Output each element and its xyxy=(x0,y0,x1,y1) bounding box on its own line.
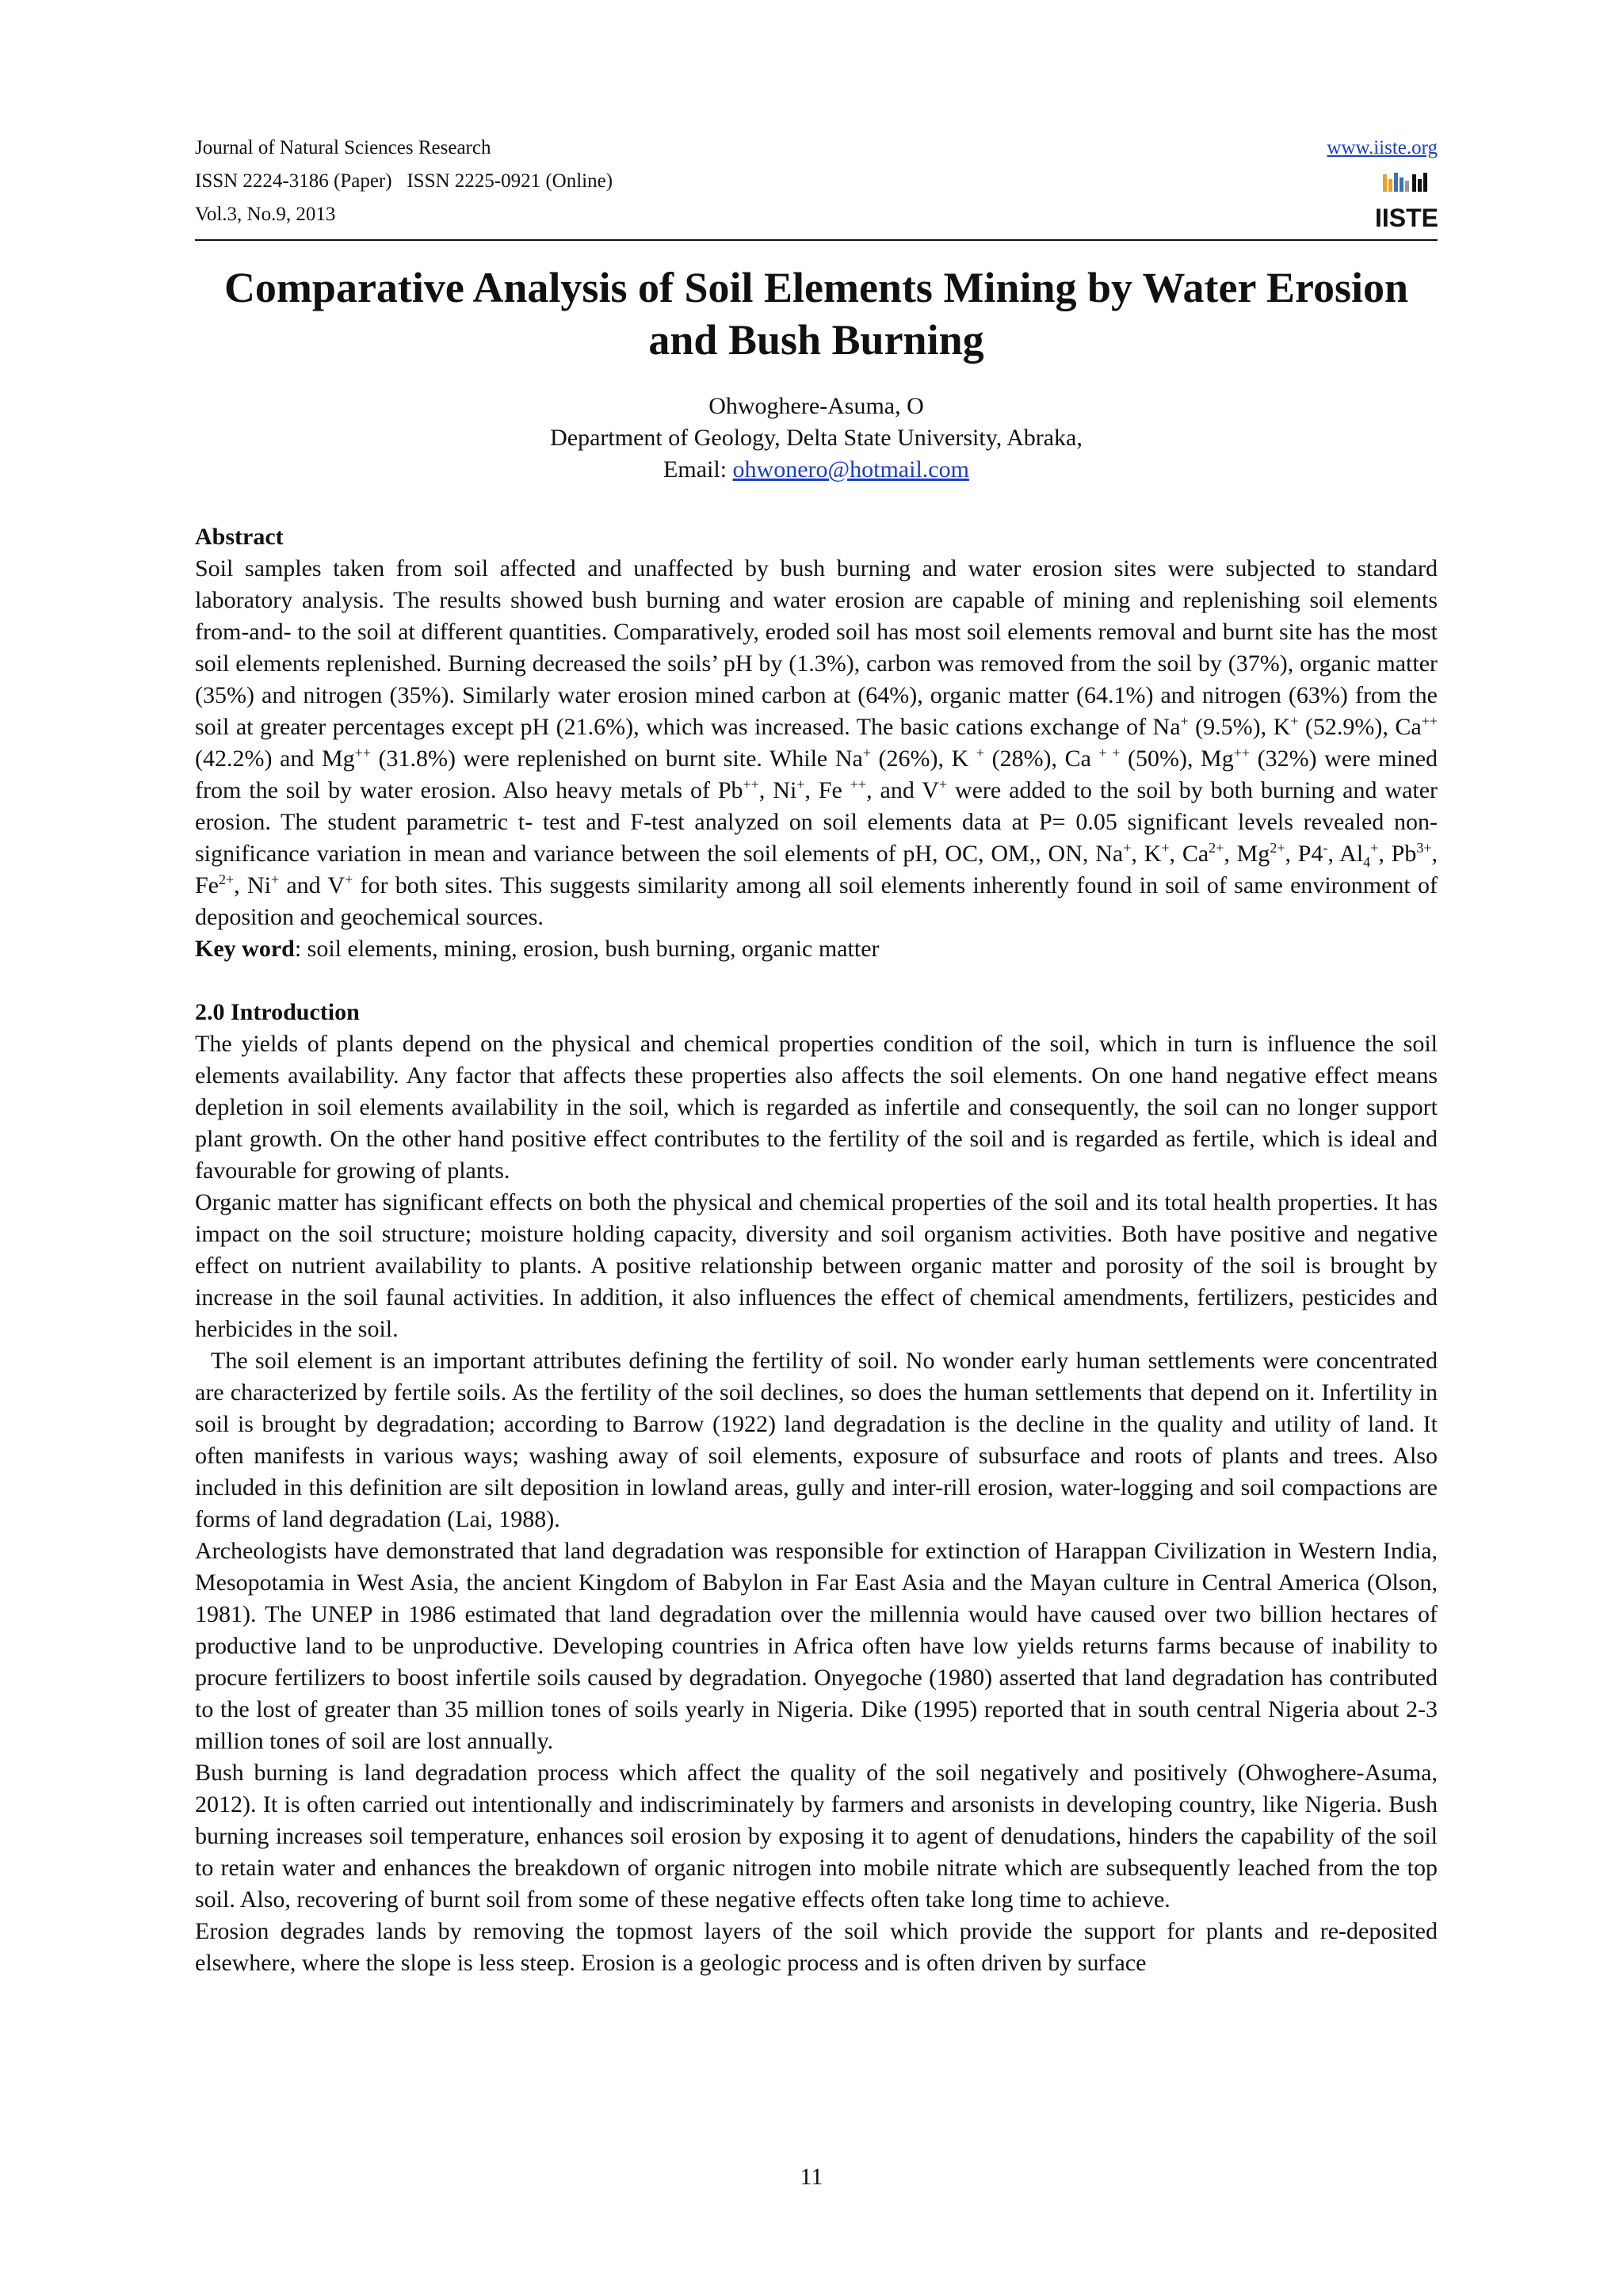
abstract-heading: Abstract xyxy=(195,524,284,550)
introduction-heading: 2.0 Introduction xyxy=(195,999,360,1025)
author-name: Ohwoghere-Asuma, O xyxy=(708,393,924,419)
iiste-logo xyxy=(1374,171,1439,232)
page-number: 11 xyxy=(800,2164,823,2190)
author-block xyxy=(195,391,1438,486)
title-line-1: Comparative Analysis of Soil Elements Mining by Water Erosion xyxy=(223,264,1409,311)
paper-title xyxy=(195,261,1438,366)
abstract-text: Soil samples taken from soil affected and unaffected by bush burning and water erosion sites were subjected to standard laboratory analysis. The results showed bush burning and water erosion are capable of mining and replenishing soil elements from-and- to the soil at different quantities. Comparatively, eroded soil has most soil elements removal and burnt site has the most soil elements replenished. Burning decreased the soils’ pH by (1.3%), carbon was removed from the soil by (37%), organic matter (35%) and nitrogen (35%). Similarly water erosion mined carbon at (64%), organic matter (64.1%) and nitrogen (63%) from the soil at greater percentages except pH (21.6%), which was increased. The basic cations exchange of Na+ (9.5%), K+ (52.9%), Ca++ (42.2%) and Mg++ (31.8%) were replenished on burnt site. While Na+ (26%), K + (28%), Ca + + (50%), Mg++ (32%) were mined from the soil by water erosion. Also heavy metals of Pb++, Ni+, Fe ++, and V+ were added to the soil by both burning and water erosion. The student parametric t- test and F-test analyzed on soil elements data at P= 0.05 significant levels revealed non-significance variation in mean and variance between the soil elements of pH, OC, OM,, ON, Na+, K+, $Ca^{2+}$, $Mg^{2+}$, P4-, $Al_4^+$, $Pb^{3+}$, $Fe^{2+}$, Ni+ and V+ for both sites. This suggests similarity among all soil elements inherently found in soil of same environment of deposition and geochemical sources. xyxy=(195,555,1438,930)
header-rule xyxy=(195,239,1438,241)
author-email-line xyxy=(195,454,1438,486)
paper-body xyxy=(195,521,1438,1979)
keywords-text: : soil elements, mining, erosion, bush burning, organic matter xyxy=(294,936,880,962)
intro-paragraph-3: The soil element is an important attributes defining the fertility of soil. No wonder early human settlements were concentrated are characterized by fertile soils. As the fertility of the soil declines, so does the human settlements that depend on it. Infertility in soil is brought by degradation; according to Barrow (1922) land degradation is the decline in the quality and utility of land. It often manifests in various ways; washing away of soil elements, exposure of subsurface and roots of plants and trees. Also included in this definition are silt deposition in lowland areas, gully and inter-rill erosion, water-logging and soil compactions are forms of land degradation (Lai, 1988). xyxy=(195,1348,1438,1532)
journal-name: Journal of Natural Sciences Research xyxy=(195,137,491,158)
title-line-2: and Bush Burning xyxy=(648,316,984,364)
intro-paragraph-5: Bush burning is land degradation process which affect the quality of the soil negatively and positively (Ohwoghere-Asuma, 2012). It is often carried out intentionally and indiscriminately by farmers and arsonists in developing country, like Nigeria. Bush burning increases soil temperature, enhances soil erosion by exposing it to agent of denudations, hinders the capability of the soil to retain water and enhances the breakdown of organic nitrogen into mobile nitrate which are subsequently leached from the top soil. Also, recovering of burnt soil from some of these negative effects often take long time to achieve. xyxy=(195,1760,1438,1913)
author-affiliation: Department of Geology, Delta State University, Abraka, xyxy=(550,425,1083,451)
intro-paragraph-4: Archeologists have demonstrated that land degradation was responsible for extinction of Harappan Civilization in Western India, Mesopotamia in West Asia, the ancient Kingdom of Babylon in Far East Asia and the Mayan culture in Central America (Olson, 1981). The UNEP in 1986 estimated that land degradation over the millennia would have caused over two billion hectares of productive land to be unproductive. Developing countries in Africa often have low yields returns farms because of inability to procure fertilizers to boost infertile soils caused by degradation. Onyegoche (1980) asserted that land degradation has contributed to the lost of greater than 35 million tones of soils yearly in Nigeria. Dike (1995) reported that in south central Nigeria about 2-3 million tones of soil are lost annually. xyxy=(195,1538,1438,1754)
issn-line: ISSN 2224-3186 (Paper) ISSN 2225-0921 (Online) xyxy=(195,170,613,192)
intro-paragraph-1: The yields of plants depend on the physical and chemical properties condition of the soil, which in turn is influence the soil elements availability. Any factor that affects these properties also affects the soil elements. On one hand negative effect means depletion in soil elements availability in the soil, which is regarded as infertile and consequently, the soil can no longer support plant growth. On the other hand positive effect contributes to the fertility of the soil and is regarded as fertile, which is ideal and favourable for growing of plants. xyxy=(195,1031,1438,1184)
keywords xyxy=(195,933,1438,965)
svg-text:IISTE: IISTE xyxy=(1374,204,1439,232)
running-header xyxy=(195,135,1438,238)
intro-paragraph-2: Organic matter has significant effects on both the physical and chemical properties of the soil and its total health properties. It has impact on the soil structure; moisture holding capacity, diversity and soil organism activities. Both have positive and negative effect on nutrient availability to plants. A positive relationship between organic matter and porosity of the soil is brought by increase in the soil faunal activities. In addition, it also influences the effect of chemical amendments, fertilizers, pesticides and herbicides in the soil. xyxy=(195,1189,1438,1342)
intro-paragraph-6: Erosion degrades lands by removing the topmost layers of the soil which provide the support for plants and re-deposited elsewhere, where the slope is less steep. Erosion is a geologic process and is often driven by surface xyxy=(195,1918,1438,1976)
keywords-label: Key word xyxy=(195,936,295,962)
volume-line: Vol.3, No.9, 2013 xyxy=(195,204,336,225)
author-email-link[interactable]: ohwonero@hotmail.com xyxy=(732,456,969,482)
journal-url-link[interactable]: www.iiste.org xyxy=(1327,137,1438,158)
email-label: Email: xyxy=(663,456,727,482)
